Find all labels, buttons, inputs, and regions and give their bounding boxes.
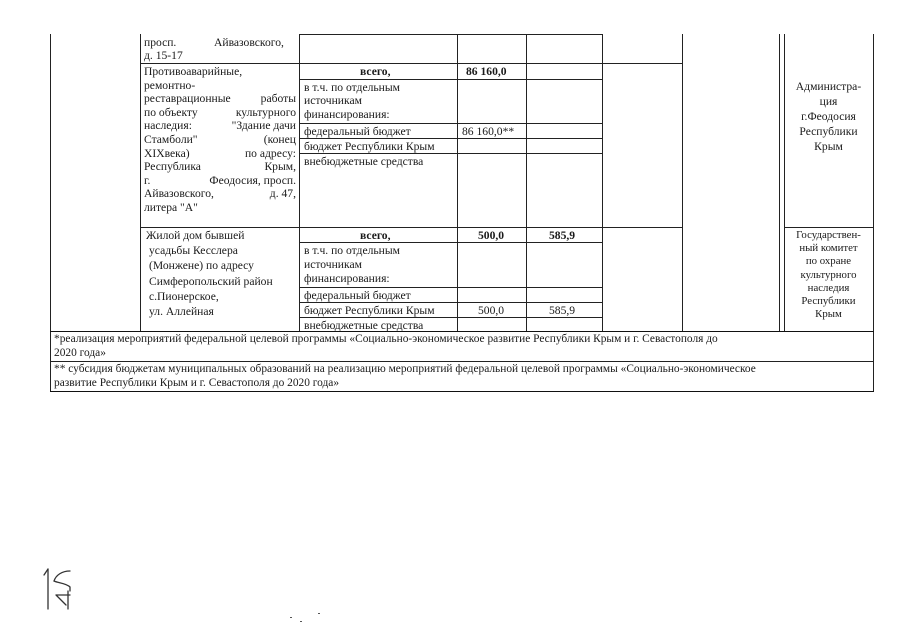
handwritten-page-number-icon [40,565,80,615]
stamboli-description-line: наследия: [144,119,192,133]
stamboli-incl-line1: в т.ч. по отдельным [304,81,400,94]
footnote-1-line1: *реализация мероприятий федеральной целевой программы «Социально-экономическое развитие Республики Крым и г. Севастополя до [54,333,718,345]
stamboli-description-line-right: (конец [263,133,296,146]
stamboli-description-line: литера "А" [144,201,198,214]
col-divider-1 [140,34,141,331]
stamboli-executor-line: Крым [814,140,843,153]
scan-speck [300,621,302,622]
kessler-description-line: Симферопольский район [149,274,273,288]
kessler-total-label: всего, [360,229,391,242]
scan-speck [318,613,320,614]
stamboli-executor-line: Администра- [795,80,862,93]
kessler-incl-line1: в т.ч. по отдельным [304,244,400,257]
kessler-extrabudget-label: внебюджетные средства [304,319,424,332]
address-tail-line2: д. 15-17 [144,49,183,62]
kessler-executor-line: культурного [800,268,857,281]
row-line-stamboli-sub1 [299,79,602,80]
address-tail-line1a: просп. [144,36,177,49]
row-line-kessler-sub2 [299,287,602,288]
kessler-description-line: усадьбы Кесслера [149,244,238,258]
stamboli-federal-label: федеральный бюджет [304,125,411,138]
footnote-1-line2: 2020 года» [54,347,106,359]
kessler-total-value-1: 500,0 [478,229,505,242]
row-line-stamboli-sub2 [299,123,602,124]
table-border-right [873,34,874,391]
stamboli-description-line: Стамболи" [144,133,198,146]
table-border-left [50,34,51,391]
stamboli-description-line-right: культурного [235,105,296,119]
kessler-total-value-2: 585,9 [549,229,576,242]
stamboli-total-value: 86 160,0 [466,65,507,78]
kessler-executor-line: Республики [801,295,856,307]
kessler-description-line: (Монжене) по адресу [149,259,254,273]
stamboli-description-line-right: работы [260,92,296,106]
stamboli-description-line: XIXвека) [144,146,190,160]
handwritten-page-number [40,565,80,615]
row-line-kessler-top-right [784,227,873,228]
kessler-republic-value-2: 585,9 [549,304,576,317]
stamboli-extrabudget-label: внебюджетные средства [304,155,424,168]
scan-speck [290,617,292,618]
stamboli-description-line-right: Крым, [264,160,296,174]
stamboli-description-line-right: "Здание дачи [231,119,296,133]
footnote-line-2 [50,361,874,362]
footnote-2-line2: развитие Республики Крым и г. Севастополя до 2020 года» [54,377,340,389]
stamboli-incl-line2: источникам [304,94,362,107]
stamboli-description-line: Республика [144,160,201,174]
col-divider-6 [682,34,683,331]
stamboli-incl-line3: финансирования: [304,108,390,121]
stamboli-description-line: Противоаварийные, [144,65,243,78]
stamboli-republic-label: бюджет Республики Крым [304,140,435,153]
stamboli-executor-line: г.Феодосия [801,110,856,123]
kessler-description-line: с.Пионерское, [149,289,219,303]
kessler-republic-value-1: 500,0 [478,304,505,317]
stamboli-description-line-right: Феодосия, просп. [209,173,296,187]
row-line-top [299,34,602,35]
stamboli-description-line: по объекту [144,105,198,119]
row-line-stamboli-top [140,63,682,64]
kessler-executor-line: наследия [807,281,850,294]
kessler-executor-line: по охране [805,255,852,268]
stamboli-description-line-right: по адресу: [244,146,296,160]
col-divider-5 [602,34,603,331]
row-line-kessler-top [140,227,682,228]
kessler-incl-line2: источникам [304,258,362,271]
kessler-executor-line: ный комитет [799,242,858,255]
kessler-federal-label: федеральный бюджет [304,289,411,302]
footnote-line-1 [50,331,874,332]
kessler-description-line: ул. Аллейная [149,305,214,318]
stamboli-description-line: реставрационные [144,92,231,106]
col-divider-7 [779,34,780,331]
table-border-bottom [50,391,874,392]
address-tail-line1b: Айвазовского, [214,36,284,49]
stamboli-executor-line: ция [819,95,838,108]
stamboli-description-line: г. [144,173,151,187]
kessler-executor-line: Государствен- [796,229,861,241]
stamboli-total-label: всего, [360,65,391,78]
stamboli-description-line: Айвазовского, [144,187,214,201]
stamboli-federal-value: 86 160,0** [462,125,515,138]
stamboli-description-line: ремонтно- [144,78,196,92]
kessler-incl-line3: финансирования: [304,272,390,285]
kessler-republic-label: бюджет Республики Крым [304,304,435,317]
footnote-2-line1: ** субсидия бюджетам муниципальных образований на реализацию мероприятий федеральной целевой программы «Социально-экономическое [54,363,756,375]
stamboli-description-line-right: д. 47, [269,187,296,201]
kessler-description-line: Жилой дом бывшей [146,229,245,242]
kessler-executor-line: Крым [815,308,842,321]
stamboli-executor-line: Республики [799,125,858,138]
